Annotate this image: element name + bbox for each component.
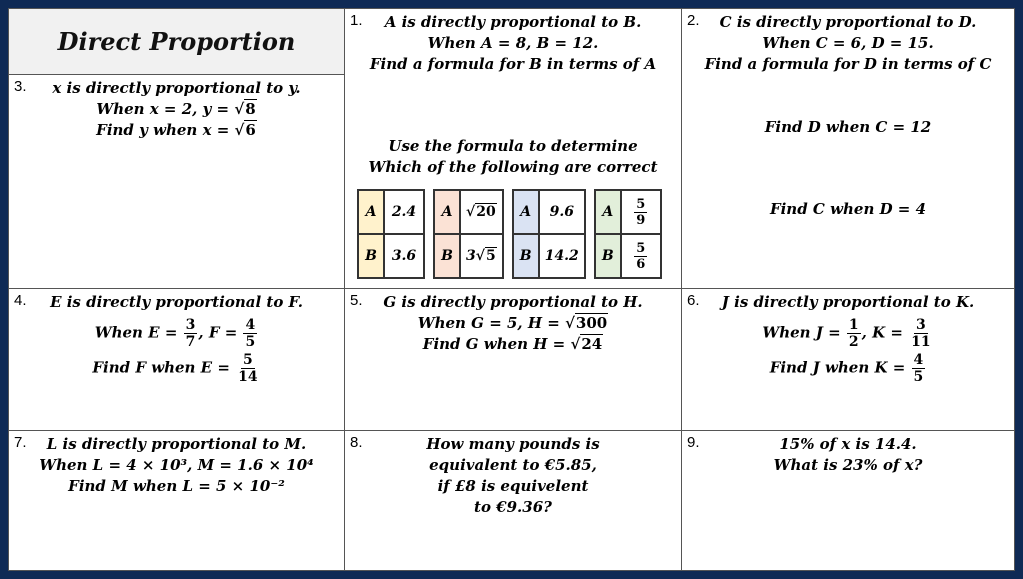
question-number: 6.	[687, 292, 700, 309]
question-number: 8.	[350, 434, 363, 451]
question-text: 15% of x is 14.4. What is 23% of x?	[773, 435, 923, 474]
q2-find1: Find D when C = 12	[764, 118, 932, 136]
question-number: 4.	[14, 292, 27, 309]
option-2[interactable]: A √20 B 3 √5	[433, 189, 504, 279]
question-3	[8, 74, 345, 289]
question-text: E is directly proportional to F. When E = $\frac{3}{7}$ , F = $\frac{4}{5}$ Find F when E = $\frac{5}{14}$	[50, 293, 303, 385]
q1-followup: Use the formula to determine Which of the following are correct	[368, 137, 658, 176]
question-text: How many pounds is equivalent to €5.85, if £8 is equivelent to €9.36?	[426, 435, 600, 516]
page-title: Direct Proportion	[57, 27, 296, 56]
option-4[interactable]: A $\frac{5}{9}$ B $\frac{5}{6}$	[594, 189, 662, 279]
question-text: A is directly proportional to B. When A = 8, B = 12. Find a formula for B in terms of A	[369, 13, 657, 73]
question-9	[681, 430, 1015, 571]
question-number: 5.	[350, 292, 363, 309]
answer-options	[357, 189, 662, 279]
worksheet	[8, 8, 1015, 571]
question-text	[9, 78, 344, 141]
q3-line3: Find y when x = √6	[96, 121, 256, 139]
question-7	[8, 430, 345, 571]
question-number: 3.	[14, 78, 27, 95]
question-number: 1.	[350, 12, 363, 29]
question-number: 7.	[14, 434, 27, 451]
question-number: 9.	[687, 434, 700, 451]
option-3[interactable]: A 9.6 B 14.2	[512, 189, 586, 279]
q2-find2: Find C when D = 4	[769, 200, 927, 218]
q3-line2: When x = 2, y = √8	[96, 100, 256, 118]
question-6	[681, 288, 1015, 431]
title-cell	[8, 8, 345, 75]
question-number: 2.	[687, 12, 700, 29]
question-1	[344, 8, 682, 289]
q3-line1: x is directly proportional to y.	[52, 79, 301, 97]
question-text: G is directly proportional to H. When G = 5, H = √300 Find G when H = √24	[383, 293, 643, 353]
question-text: L is directly proportional to M. When L = 4 × 10³, M = 1.6 × 10⁴ Find M when L = 5 × 10⁻²	[39, 435, 314, 495]
question-4	[8, 288, 345, 431]
question-5	[344, 288, 682, 431]
question-text: C is directly proportional to D. When C = 6, D = 15. Find a formula for D in terms of C	[704, 13, 992, 73]
question-2	[681, 8, 1015, 289]
option-1[interactable]: A 2.4 B 3.6	[357, 189, 425, 279]
question-8	[344, 430, 682, 571]
question-text: J is directly proportional to K. When J = $\frac{1}{2}$ , K = $\frac{3}{11}$ Find J when K = $\frac{4}{5}$	[721, 293, 975, 385]
